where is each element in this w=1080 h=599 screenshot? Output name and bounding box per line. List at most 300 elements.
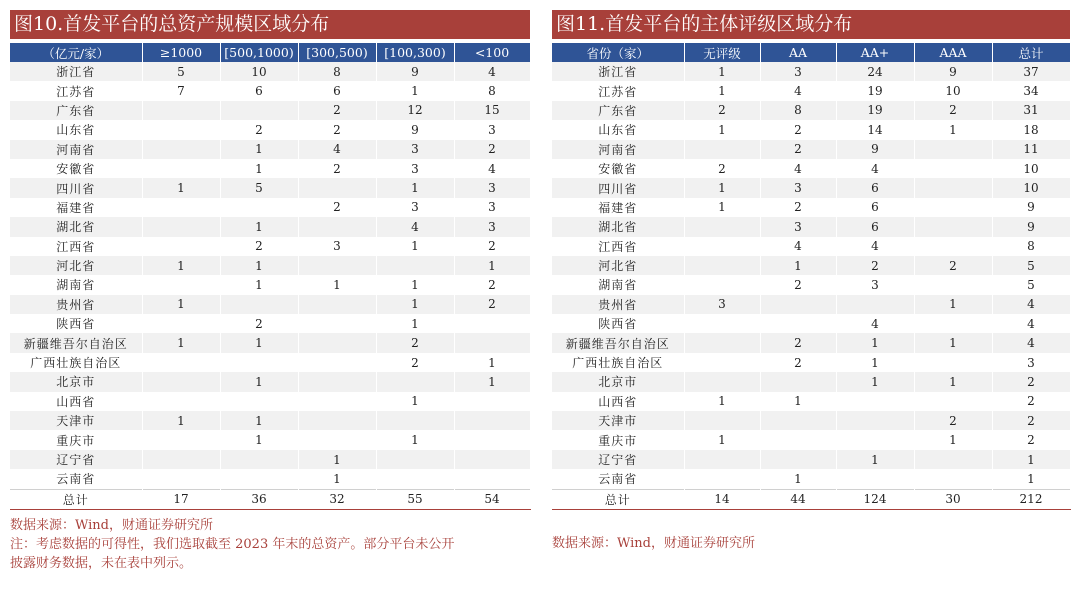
value-cell: 4 [836, 237, 914, 256]
province-cell: 总计 [552, 489, 684, 509]
province-cell: 山西省 [552, 392, 684, 411]
value-cell [914, 237, 992, 256]
table-row [10, 178, 530, 197]
value-cell: 2 [298, 120, 376, 139]
column-header: AA+ [836, 43, 914, 62]
value-cell: 1 [376, 81, 454, 100]
province-cell: 重庆市 [10, 430, 142, 449]
value-cell [220, 469, 298, 489]
value-cell [914, 353, 992, 372]
table-row [10, 256, 530, 275]
value-cell [454, 469, 530, 489]
province-cell: 浙江省 [552, 62, 684, 81]
value-cell [376, 469, 454, 489]
value-cell: 1 [914, 333, 992, 352]
value-cell: 1 [914, 120, 992, 139]
value-cell: 4 [992, 295, 1070, 314]
table-row [552, 81, 1070, 100]
column-header: ≥1000 [142, 43, 220, 62]
province-cell: 湖南省 [10, 275, 142, 294]
value-cell: 1 [992, 469, 1070, 489]
value-cell: 1 [142, 256, 220, 275]
value-cell: 2 [684, 101, 760, 120]
table-row [10, 353, 530, 372]
value-cell [142, 237, 220, 256]
value-cell: 12 [376, 101, 454, 120]
value-cell: 14 [684, 489, 760, 509]
value-cell: 2 [760, 275, 836, 294]
value-cell: 6 [836, 178, 914, 197]
value-cell: 2 [836, 256, 914, 275]
province-cell: 河南省 [10, 140, 142, 159]
value-cell: 1 [376, 314, 454, 333]
province-cell: 湖北省 [10, 217, 142, 236]
value-cell: 7 [142, 81, 220, 100]
value-cell [220, 353, 298, 372]
value-cell [684, 411, 760, 430]
value-cell: 31 [992, 101, 1070, 120]
value-cell: 6 [836, 198, 914, 217]
value-cell [684, 314, 760, 333]
province-cell: 山东省 [10, 120, 142, 139]
value-cell: 9 [914, 62, 992, 81]
column-header: [300,500) [298, 43, 376, 62]
value-cell: 4 [760, 237, 836, 256]
province-cell: 广东省 [552, 101, 684, 120]
province-cell: 陕西省 [10, 314, 142, 333]
value-cell: 3 [454, 198, 530, 217]
value-cell [142, 275, 220, 294]
column-header: <100 [454, 43, 530, 62]
table-row [552, 450, 1070, 469]
province-cell: 贵州省 [10, 295, 142, 314]
table-row [10, 62, 530, 81]
column-header: AA [760, 43, 836, 62]
province-cell: 江苏省 [552, 81, 684, 100]
value-cell: 1 [220, 275, 298, 294]
value-cell [298, 372, 376, 391]
value-cell: 54 [454, 489, 530, 509]
value-cell: 3 [454, 120, 530, 139]
column-header: [500,1000) [220, 43, 298, 62]
value-cell [684, 333, 760, 352]
value-cell: 1 [684, 198, 760, 217]
value-cell: 55 [376, 489, 454, 509]
value-cell: 2 [760, 198, 836, 217]
table-row [552, 333, 1070, 352]
province-cell: 浙江省 [10, 62, 142, 81]
value-cell [298, 392, 376, 411]
value-cell: 2 [454, 275, 530, 294]
value-cell: 4 [376, 217, 454, 236]
province-cell: 辽宁省 [552, 450, 684, 469]
value-cell [914, 314, 992, 333]
table-row [552, 217, 1070, 236]
value-cell: 4 [992, 314, 1070, 333]
column-header: [100,300) [376, 43, 454, 62]
value-cell [376, 256, 454, 275]
province-cell: 辽宁省 [10, 450, 142, 469]
table-header-row [10, 43, 530, 62]
province-cell: 江西省 [552, 237, 684, 256]
province-cell: 广西壮族自治区 [10, 353, 142, 372]
value-cell: 1 [684, 81, 760, 100]
province-cell: 湖南省 [552, 275, 684, 294]
table-row [10, 217, 530, 236]
value-cell [142, 198, 220, 217]
value-cell [836, 392, 914, 411]
value-cell: 1 [220, 140, 298, 159]
value-cell: 1 [376, 178, 454, 197]
value-cell: 17 [142, 489, 220, 509]
value-cell: 3 [684, 295, 760, 314]
value-cell: 8 [298, 62, 376, 81]
value-cell [836, 430, 914, 449]
value-cell [142, 314, 220, 333]
value-cell: 34 [992, 81, 1070, 100]
value-cell: 5 [142, 62, 220, 81]
value-cell: 2 [298, 159, 376, 178]
value-cell: 1 [836, 333, 914, 352]
value-cell [454, 392, 530, 411]
value-cell: 2 [760, 120, 836, 139]
province-cell: 四川省 [552, 178, 684, 197]
value-cell: 1 [220, 372, 298, 391]
value-cell: 1 [836, 450, 914, 469]
province-cell: 福建省 [552, 198, 684, 217]
value-cell: 2 [992, 430, 1070, 449]
table-row [552, 392, 1070, 411]
value-cell [142, 430, 220, 449]
value-cell [684, 217, 760, 236]
province-cell: 四川省 [10, 178, 142, 197]
value-cell: 36 [220, 489, 298, 509]
column-header: AAA [914, 43, 992, 62]
value-cell: 1 [142, 295, 220, 314]
value-cell [760, 450, 836, 469]
table-row [10, 237, 530, 256]
province-cell: 湖北省 [552, 217, 684, 236]
table-row [552, 469, 1070, 489]
value-cell [142, 372, 220, 391]
value-cell: 2 [992, 411, 1070, 430]
value-cell [376, 372, 454, 391]
value-cell: 32 [298, 489, 376, 509]
value-cell [684, 469, 760, 489]
value-cell: 1 [454, 353, 530, 372]
value-cell: 19 [836, 81, 914, 100]
value-cell: 8 [760, 101, 836, 120]
value-cell: 1 [220, 333, 298, 352]
value-cell [914, 140, 992, 159]
value-cell: 10 [220, 62, 298, 81]
value-cell [298, 178, 376, 197]
value-cell: 1 [760, 469, 836, 489]
value-cell: 24 [836, 62, 914, 81]
value-cell [220, 198, 298, 217]
value-cell: 1 [836, 353, 914, 372]
table-row [10, 140, 530, 159]
value-cell: 2 [454, 140, 530, 159]
province-cell: 广西壮族自治区 [552, 353, 684, 372]
value-cell [684, 275, 760, 294]
value-cell: 1 [376, 295, 454, 314]
column-header: 省份（家） [552, 43, 684, 62]
value-cell: 1 [454, 372, 530, 391]
table-header-row [552, 43, 1070, 62]
value-cell [914, 217, 992, 236]
value-cell: 4 [760, 81, 836, 100]
province-cell: 贵州省 [552, 295, 684, 314]
value-cell [298, 430, 376, 449]
value-cell: 2 [992, 372, 1070, 391]
value-cell [684, 353, 760, 372]
value-cell [760, 430, 836, 449]
value-cell: 1 [684, 178, 760, 197]
value-cell: 1 [760, 392, 836, 411]
value-cell: 3 [376, 140, 454, 159]
province-cell: 江苏省 [10, 81, 142, 100]
value-cell: 4 [836, 314, 914, 333]
value-cell: 1 [914, 295, 992, 314]
value-cell [454, 450, 530, 469]
asset-size-table [10, 43, 531, 510]
value-cell: 14 [836, 120, 914, 139]
value-cell [836, 469, 914, 489]
value-cell [142, 120, 220, 139]
value-cell: 6 [220, 81, 298, 100]
value-cell [142, 140, 220, 159]
value-cell: 1 [220, 256, 298, 275]
value-cell [454, 430, 530, 449]
table-row [552, 295, 1070, 314]
value-cell: 9 [836, 140, 914, 159]
value-cell: 1 [992, 450, 1070, 469]
value-cell: 19 [836, 101, 914, 120]
asset-size-panel [10, 10, 530, 573]
value-cell: 3 [376, 159, 454, 178]
value-cell: 1 [914, 430, 992, 449]
province-cell: 云南省 [552, 469, 684, 489]
value-cell: 1 [376, 430, 454, 449]
value-cell [760, 295, 836, 314]
value-cell: 1 [142, 333, 220, 352]
value-cell: 5 [220, 178, 298, 197]
value-cell: 1 [298, 275, 376, 294]
table-row [10, 295, 530, 314]
value-cell: 2 [220, 314, 298, 333]
value-cell: 9 [992, 198, 1070, 217]
value-cell: 1 [220, 411, 298, 430]
value-cell [142, 392, 220, 411]
value-cell [914, 275, 992, 294]
value-cell: 124 [836, 489, 914, 509]
table-row [552, 411, 1070, 430]
value-cell: 4 [454, 159, 530, 178]
value-cell: 2 [684, 159, 760, 178]
province-cell: 重庆市 [552, 430, 684, 449]
value-cell: 4 [760, 159, 836, 178]
value-cell [836, 411, 914, 430]
value-cell: 1 [220, 217, 298, 236]
value-cell: 30 [914, 489, 992, 509]
value-cell: 2 [454, 237, 530, 256]
value-cell: 6 [836, 217, 914, 236]
value-cell: 3 [760, 62, 836, 81]
value-cell [760, 411, 836, 430]
value-cell [454, 411, 530, 430]
value-cell: 10 [992, 178, 1070, 197]
value-cell [220, 392, 298, 411]
value-cell: 2 [760, 353, 836, 372]
value-cell: 2 [298, 101, 376, 120]
credit-rating-footnotes [552, 534, 1070, 553]
value-cell: 2 [220, 237, 298, 256]
table-row [10, 450, 530, 469]
value-cell: 2 [220, 120, 298, 139]
total-row [10, 489, 530, 509]
value-cell: 2 [376, 353, 454, 372]
value-cell: 2 [298, 198, 376, 217]
value-cell: 3 [454, 178, 530, 197]
province-cell: 河南省 [552, 140, 684, 159]
province-cell: 广东省 [10, 101, 142, 120]
value-cell: 2 [454, 295, 530, 314]
value-cell: 1 [376, 275, 454, 294]
value-cell: 9 [992, 217, 1070, 236]
table-row [10, 314, 530, 333]
value-cell: 15 [454, 101, 530, 120]
province-cell: 天津市 [552, 411, 684, 430]
value-cell: 1 [684, 62, 760, 81]
value-cell [684, 237, 760, 256]
province-cell: 新疆维吾尔自治区 [552, 333, 684, 352]
value-cell: 9 [376, 120, 454, 139]
value-cell: 3 [992, 353, 1070, 372]
value-cell: 4 [454, 62, 530, 81]
value-cell: 1 [298, 469, 376, 489]
value-cell [684, 140, 760, 159]
value-cell [220, 295, 298, 314]
value-cell: 11 [992, 140, 1070, 159]
value-cell: 1 [376, 392, 454, 411]
value-cell [298, 353, 376, 372]
value-cell [220, 450, 298, 469]
source-note: 数据来源：Wind，财通证券研究所 [10, 517, 213, 533]
value-cell: 1 [836, 372, 914, 391]
province-cell: 天津市 [10, 411, 142, 430]
value-cell [298, 217, 376, 236]
value-cell: 2 [760, 140, 836, 159]
value-cell: 1 [298, 450, 376, 469]
value-cell: 37 [992, 62, 1070, 81]
table-row [10, 392, 530, 411]
value-cell [760, 314, 836, 333]
footnote-line-1: 注：考虑数据的可得性，我们选取截至 2023 年末的总资产。部分平台未公开 [10, 536, 455, 552]
value-cell [684, 256, 760, 275]
table-row [10, 101, 530, 120]
value-cell [914, 178, 992, 197]
value-cell: 1 [684, 430, 760, 449]
value-cell: 8 [454, 81, 530, 100]
province-cell: 北京市 [552, 372, 684, 391]
value-cell: 1 [914, 372, 992, 391]
footnote-line-2: 披露财务数据，未在表中列示。 [10, 555, 193, 571]
province-cell: 总计 [10, 489, 142, 509]
credit-rating-title: 图11.首发平台的主体评级区域分布 [552, 10, 1070, 39]
value-cell [298, 333, 376, 352]
column-header: （亿元/家） [10, 43, 142, 62]
value-cell [454, 314, 530, 333]
value-cell [914, 469, 992, 489]
value-cell [760, 372, 836, 391]
value-cell [684, 372, 760, 391]
table-row [552, 178, 1070, 197]
value-cell: 2 [760, 333, 836, 352]
value-cell: 3 [836, 275, 914, 294]
value-cell: 2 [914, 256, 992, 275]
table-row [552, 372, 1070, 391]
province-cell: 安徽省 [10, 159, 142, 178]
source-note: 数据来源：Wind，财通证券研究所 [552, 535, 755, 551]
value-cell [142, 101, 220, 120]
value-cell: 1 [454, 256, 530, 275]
value-cell: 4 [836, 159, 914, 178]
value-cell: 2 [992, 392, 1070, 411]
table-row [10, 372, 530, 391]
column-header: 总计 [992, 43, 1070, 62]
table-row [552, 140, 1070, 159]
value-cell [142, 159, 220, 178]
table-row [552, 198, 1070, 217]
province-cell: 陕西省 [552, 314, 684, 333]
value-cell [298, 256, 376, 275]
value-cell [684, 450, 760, 469]
value-cell: 2 [376, 333, 454, 352]
province-cell: 福建省 [10, 198, 142, 217]
table-row [552, 353, 1070, 372]
table-row [10, 120, 530, 139]
table-row [552, 237, 1070, 256]
value-cell [914, 198, 992, 217]
asset-size-title: 图10.首发平台的总资产规模区域分布 [10, 10, 530, 39]
table-row [10, 469, 530, 489]
value-cell: 2 [914, 411, 992, 430]
province-cell: 河北省 [552, 256, 684, 275]
value-cell [376, 411, 454, 430]
province-cell: 山西省 [10, 392, 142, 411]
value-cell: 2 [914, 101, 992, 120]
table-row [10, 333, 530, 352]
value-cell: 1 [220, 430, 298, 449]
credit-rating-table [552, 43, 1071, 510]
value-cell: 212 [992, 489, 1070, 509]
table-row [552, 62, 1070, 81]
value-cell [914, 159, 992, 178]
table-row [10, 159, 530, 178]
value-cell: 1 [142, 178, 220, 197]
value-cell: 5 [992, 275, 1070, 294]
table-row [552, 275, 1070, 294]
province-cell: 山东省 [552, 120, 684, 139]
value-cell [142, 353, 220, 372]
table-row [10, 430, 530, 449]
province-cell: 安徽省 [552, 159, 684, 178]
value-cell: 1 [684, 392, 760, 411]
table-row [552, 256, 1070, 275]
table-row [10, 411, 530, 430]
value-cell: 8 [992, 237, 1070, 256]
